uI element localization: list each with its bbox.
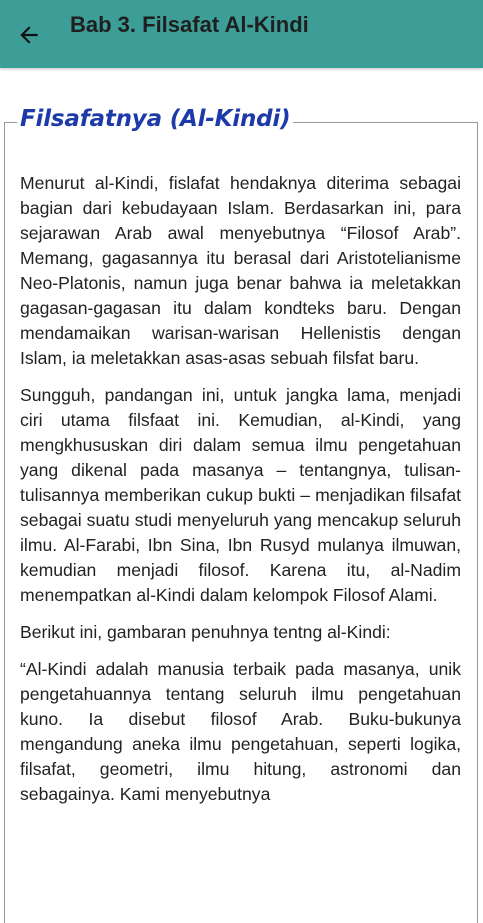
arrow-left-icon	[16, 22, 42, 48]
section-heading: Filsafatnya (Al-Kindi)	[17, 106, 293, 132]
paragraph: Menurut al-Kindi, fislafat hendaknya diterima sebagai bagian dari kebudayaan Islam. Berdasarkan ini, para sejarawan Arab awal menyebutnya “Filosof Arab”. Memang, gagasannya itu berasal dari Aristotelianisme Neo-Platonis, namun juga benar bahwa ia meletakkan gagasan-gagasan itu dalam kondteks baru. Dengan mendamaikan warisan-warisan Hellenistis dengan Islam, ia meletakkan asas-asas sebuah filsfat baru.	[20, 173, 461, 368]
paragraph: “Al-Kindi adalah manusia terbaik pada masanya, unik pengetahuannya tentang seluruh ilmu pengetahuan kuno. Ia disebut filosof Arab. Buku-bukunya mengandung aneka ilmu pengetahuan, seperti logika, filsafat, geometri, ilmu hitung, astronomi dan sebagainya. Kami menyebutnya	[20, 659, 461, 804]
page-title: Bab 3. Filsafat Al-Kindi	[70, 12, 309, 37]
back-button[interactable]	[14, 20, 44, 50]
article-body	[20, 171, 461, 819]
app-bar	[0, 0, 483, 68]
paragraph: Berikut ini, gambaran penuhnya tentng al-Kindi:	[20, 622, 391, 642]
paragraph: Sungguh, pandangan ini, untuk jangka lama, menjadi ciri utama filsfaat ini. Kemudian, al-Kindi, yang mengkhususkan diri dalam semua ilmu pengetahuan yang dikenal pada masanya – tentangnya, tulisan-tulisannya memberikan cukup bukti – menjadikan filsafat sebagai suatu studi menyeluruh yang mencakup seluruh ilmu. Al-Farabi, Ibn Sina, Ibn Rusyd mulanya ilmuwan, kemudian menjadi filosof. Karena itu, al-Nadim menempatkan al-Kindi dalam kelompok Filosof Alami.	[20, 385, 461, 605]
